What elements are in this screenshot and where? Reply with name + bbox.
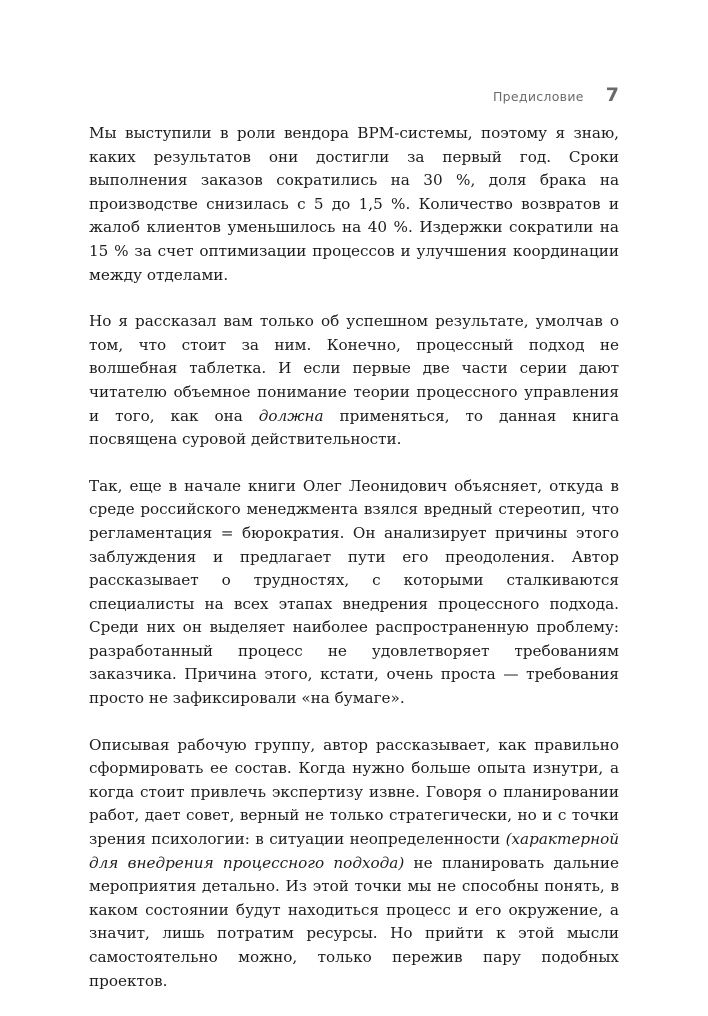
page-number: 7 [605,84,619,106]
paragraph-1-text: Мы выступили в роли вендора BPM-системы, поэтому я знаю, каких результатов они достигли за первый год. Сроки выполнения заказов сократились на 30 %, доля брака на производстве снизилась с 5 до 1,5 %. Количество возвратов и жалоб клиентов уменьшилось на 40 %. Издержки сократили на 15 % за счет оптимизации процессов и улучшения координации между отделами. [89,124,619,284]
running-header [493,84,619,106]
section-title: Предисловие [492,89,584,104]
paragraph-2-text-before: Но я рассказал вам только об успешном результате, умолчав о том, что стоит за ним. Конечно, процессный подход не волшебная таблетка. И если первые две части серии дают читателю объемное понимание теории процессного управления и того, как она [89,312,619,425]
paragraph-2-emphasis: должна [258,406,324,425]
paragraph-1 [89,122,619,287]
body-text [89,122,619,1016]
paragraph-4-emphasis: (характерной для внедрения процессного подхода) [89,830,619,872]
paragraph-2 [89,310,619,452]
paragraph-3-text: Так, еще в начале книги Олег Леонидович объясняет, откуда в среде российского менеджмента взялся вредный стереотип, что регламентация = бюрократия. Он анализирует причины этого заблуждения и предлагает пути его преодоления. Автор рассказывает о трудностях, с которыми сталкиваются специалисты на всех этапах внедрения процессного подхода. Среди них он выделяет наиболее распространенную проблему: разработанный процесс не удовлетворяет требованиям заказчика. Причина этого, кстати, очень проста — требования просто не зафиксировали «на бумаге». [89,476,619,708]
paragraph-4-text-after: не планировать дальние мероприятия детально. Из этой точки мы не способны понять, в каком состоянии будут находиться процесс и его окружение, а значит, лишь потратим ресурсы. Но прийти к этой мысли самостоятельно можно, только пережив пару подобных проектов. [89,853,619,990]
paragraph-4 [89,734,619,994]
paragraph-2-text-after: применяться, то данная книга посвящена суровой действительности. [89,406,619,449]
paragraph-3 [89,475,619,711]
paragraph-4-text-before: Описывая рабочую группу, автор рассказывает, как правильно сформировать ее состав. Когда нужно больше опыта изнутри, а когда стоит привлечь экспертизу извне. Говоря о планировании работ, дает совет, верный не только стратегически, но и с точки зрения психологии: в ситуации неопределенности [89,735,619,849]
